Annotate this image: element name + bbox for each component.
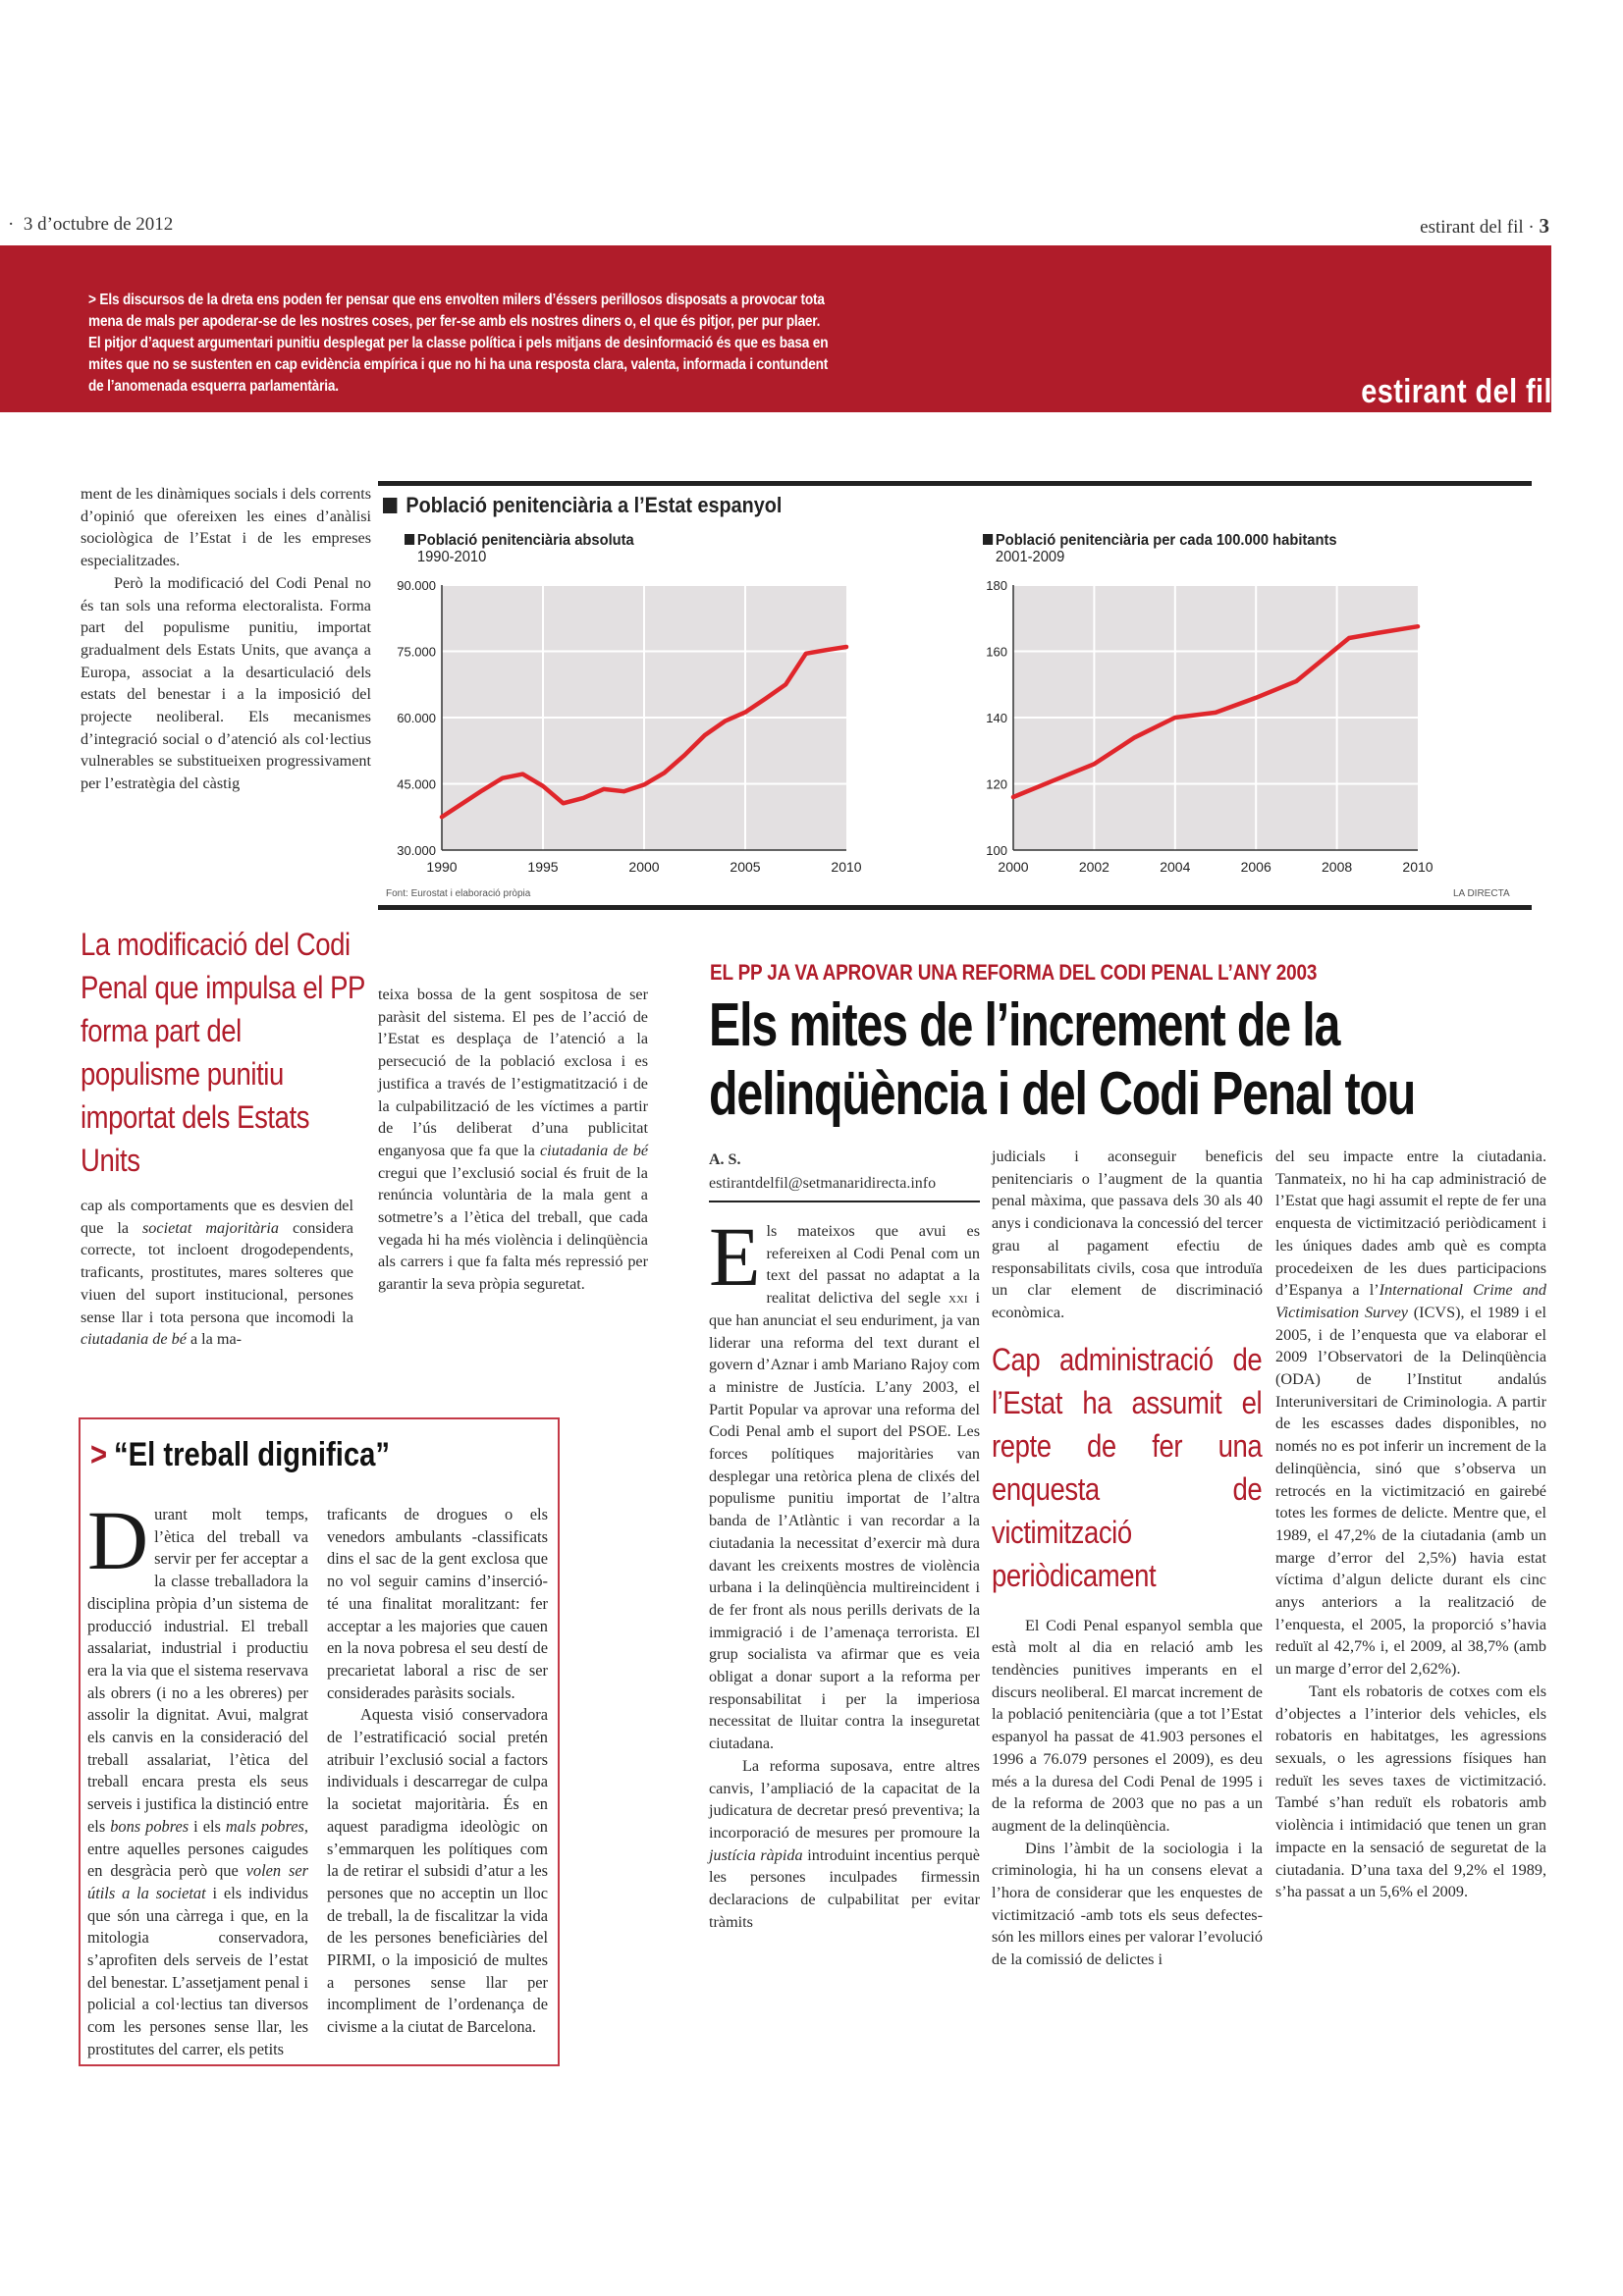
paragraph: Aquesta visió conservadora de l’estratificació social pretén atribuir l’exclusió social a factors individuals i descarregar de culpa la societat majoritària. És en aquest paradigma ideològic on s’emmarquen les polítiques com la de retirar el subsidi d’atur a les persones que no acceptin un lloc de treball, la de fiscalitzar la vida de les persones beneficiàries del PIRMI, o la imposició de multes a persones sense llar per incompliment de l’ordenança de civisme a la ciutat de Barcelona. (327, 1705, 548, 2037)
paragraph: Dins l’àmbit de la sociologia i la criminologia, hi ha un consens elevat a l’hora de considerar que les enquestes de victimització -amb tots els seus defectes- són les millors eines per valorar l’evolució de la comissió de delictes i (992, 1839, 1264, 1969)
paragraph: Durant molt temps, l’ètica del treball va servir per fer acceptar a la classe treballadora la disciplina pròpia d’un sistema de producció industrial. El treball assalariat, industrial i productiu era la via que el sistema reservava als obrers (i no a les obreres) per assolir la dignitat. Avui, malgrat els canvis en la consideració del treball assalariat, l’ètica del treball encara presta els seus serveis i justifica la distinció entre els bons pobres i els mals pobres, entre aquelles persones caigudes en desgràcia però que volen ser útils a la societat i els individus que són una càrrega i que, en la mitologia conservadora, s’aprofiten dels serveis de l’estat del benestar. L’assetjament penal i policial a col·lectius tan diversos com les persones sense llar, les prostitutes del carrer, els petits (87, 1493, 308, 2058)
chart-bottom-rule (378, 905, 1532, 910)
article-column-1 (709, 1209, 981, 1934)
x-tick-label: 2004 (1160, 859, 1191, 875)
brand-mark: , (1344, 373, 1353, 410)
x-tick-label: 2005 (730, 859, 761, 875)
folio-bullet-right: · (1528, 217, 1535, 238)
brand-label: estirant del fil (1361, 373, 1552, 410)
chart-absolute-population (373, 560, 884, 883)
chart-top-rule (378, 481, 1532, 486)
column-b-text (81, 1195, 353, 1351)
section-brand (1344, 373, 1552, 411)
sidebar-title: > “El treball dignifica” (90, 1436, 391, 1473)
byline-rule (709, 1201, 980, 1202)
folio-date: 3 d’octubre de 2012 (23, 214, 174, 235)
chart-1-title: Població penitenciària absoluta 1990-2010 (405, 532, 634, 565)
x-tick-label: 2008 (1322, 859, 1353, 875)
folio-bullet: · (8, 214, 15, 235)
chart-source: Font: Eurostat i elaboració pròpia (386, 888, 531, 899)
chart-2-subtitle: 2001-2009 (995, 549, 1065, 565)
y-tick-label: 140 (986, 711, 1007, 725)
article-headline: Els mites de l’increment de la delinqüència i del Codi Penal tou (709, 991, 1416, 1128)
x-tick-label: 2006 (1240, 859, 1271, 875)
square-bullet-icon (383, 498, 397, 513)
article-column-3 (1275, 1146, 1546, 1903)
y-tick-label: 90.000 (397, 578, 436, 593)
author-name: A. S. (709, 1151, 741, 1168)
paragraph: cap als comportaments que es desvien del que la societat majoritària considera correcte, tot incloent drogodependents, traficants, prostitutes, mares solteres que viuen del suport institucional, persones sense llar i tota persona que incomodi la ciutadania de bé a la ma- (81, 1197, 353, 1349)
article-kicker: EL PP JA VA APROVAR UNA REFORMA DEL CODI PENAL L’ANY 2003 (710, 960, 1318, 985)
paragraph: teixa bossa de la gent sospitosa de ser paràsit del sistema. El pes de l’acció de l’Estat es desplaça de l’atenció a la persecució de la població exclosa i es justifica a través de l’estigmatització i de la culpabilització de les víctimes a partir de l’ús deliberat d’una publicitat enganyosa que fa que la ciutadania de bé cregui que l’exclusió social és fruit de la renúncia voluntària de la mala gent a sotmetre’s a l’ètica del treball, que cada vegada hi ha més violència i delinqüència als carrers i que fa falta més repressió per garantir la seva pròpia seguretat. (378, 986, 648, 1294)
pull-quote: Cap administració de l’Estat ha assumit el repte de fer una enquesta de victimització periòdicament (992, 1341, 1263, 1593)
x-tick-label: 2010 (1402, 859, 1434, 875)
pull-quote: La modificació del Codi Penal que impulsa el PP forma part del populisme punitiu importat dels Estats Units (81, 927, 365, 1178)
paragraph: judicials i aconseguir beneficis penitenciaris o l’augment de la quantia penal màxima, que passava dels 30 als 40 anys i condicionava la concessió del tercer grau al pagament efectiu de responsabilitats civils, cosa que introduïa un clar element de discriminació econòmica. (992, 1148, 1263, 1321)
author-email[interactable]: estirantdelfil@setmanaridirecta.info (709, 1175, 937, 1192)
page-section-folio (1420, 214, 1549, 239)
paragraph: Tant els robatoris de cotxes com els d’objectes a l’interior dels vehicles, els robatoris en habitatges, les agressions sexuals, o les agressions físiques han reduït les seves taxes de victimització. També s’han reduït els robatoris amb violència i intimidació que tenen un gran impacte en la sensació de seguretat de la ciutadania. D’una taxa del 9,2% el 1989, s’ha passat a un 5,6% el 2009. (1275, 1682, 1546, 1901)
banner-standfirst: > Els discursos de la dreta ens poden fer pensar que ens envolten milers d’éssers perillosos disposats a provocar tota mena de mals per apoderar-se de les nostres coses, per fer-se amb els nostres diners o, el que és pitjor, per pur plaer. El pitjor d’aquest argumentari punitiu desplegat per la classe política i pels mitjans de desinformació és que es basa en mites que no se sustenten en cap evidència empírica i que no hi ha una resposta clara, valenta, informada i contundent de l’anomenada esquerra parlamentària. (88, 292, 829, 395)
y-tick-label: 120 (986, 776, 1007, 792)
y-tick-label: 180 (986, 578, 1007, 593)
chart-per-100k (962, 560, 1473, 883)
paragraph: Els mateixos que avui es refereixen al Codi Penal com un text del passat no adaptat a la realitat delictiva del segle xxi i que han anunciat el seu enduriment, ja van liderar una reforma del text durant el govern d’Aznar i amb Mariano Rajoy com a ministre de Justícia. L’any 2003, el Partit Popular va aprovar una reforma del Codi Penal amb el suport del PSOE. Les forces polítiques majoritàries van desplegar una retòrica plena de clixés del populisme punitiu importat de l’altra banda de l’Atlàntic i van recordar a la ciutadania la necessitat d’exercir mà dura davant les creixents mostres de violència urbana i la delinqüència multireincident i de fer front als nous perills derivats de la immigració i de l’amenaça terrorista. El grup socialista va afirmar que es veia obligat a donar suport a la reforma per responsabilitat i per la imperiosa necessitat de lluitar contra la inseguretat ciutadana. (709, 1209, 981, 1753)
paragraph: traficants de drogues o els venedors ambulants -classificats dins el sac de la gent exclosa que no vol seguir camins d’inserció- té una finalitat moralitzant: fer acceptar a les majories que cauen en la nova pobresa el seu destí de precarietat laboral a risc de ser considerades paràsits socials. (327, 1505, 548, 1702)
sidebar-column-1 (87, 1493, 308, 2061)
y-tick-label: 100 (986, 843, 1007, 858)
drop-cap: D (87, 1493, 149, 1587)
folio-section: estirant del fil (1420, 217, 1524, 238)
column-c-text (378, 984, 648, 1296)
paragraph: ment de les dinàmiques socials i dels corrents d’opinió que ofereixen les eines d’anàlisi sociològica de l’Estat i de les empreses especialitzades. (81, 485, 371, 570)
y-tick-label: 75.000 (397, 644, 436, 660)
page-number: 3 (1539, 214, 1549, 238)
chart-credit: LA DIRECTA (1453, 888, 1510, 899)
byline (709, 1148, 979, 1196)
page-date (8, 214, 173, 236)
article-column-2 (992, 1146, 1263, 1971)
y-tick-label: 45.000 (397, 776, 436, 792)
drop-cap: E (709, 1209, 761, 1304)
y-tick-label: 160 (986, 644, 1007, 660)
sidebar-column-2 (327, 1504, 548, 2039)
y-tick-label: 60.000 (397, 711, 436, 725)
paragraph: del seu impacte entre la ciutadania. Tanmateix, no hi ha cap administració de l’Estat que hagi assumit el repte de fer una enquesta de victimització periòdicament i les úniques dades amb què es compta procedeixen de les dues participacions d’Espanya a l’International Crime and Victimisation Survey (ICVS), el 1989 i el 2005, i de l’enquesta que va elaborar el 2009 l’Observatori de la Delinqüència (ODA) de l’Institut andalús Interuniversitari de Criminologia. A partir de les escasses dades disponibles, no només no es pot inferir un increment de la delinqüència, sinó que s’observa un retrocés en la victimització en gairebé totes les formes de delicte. Mentre que, el 1989, el 47,2% de la ciutadania (amb un marge d’error del 2,5%) havia estat víctima d’algun delicte durant els cinc anys anteriors a la realització de l’enquesta, el 2005, la proporció s’havia reduït al 42,7% i, el 2009, al 38,7% (amb un marge d’error del 2,62%). (1275, 1148, 1546, 1679)
paragraph: La reforma suposava, entre altres canvis, l’ampliació de la capacitat de la judicatura de decretar presó preventiva; la incorporació de mesures per promoure la justícia ràpida introduint incentius perquè les persones inculpades firmessin declaracions de culpabilitat per evitar tràmits (709, 1756, 980, 1931)
chart-title: Població penitenciària a l’Estat espanyol (383, 493, 782, 518)
square-bullet-icon (405, 534, 414, 545)
x-tick-label: 2000 (998, 859, 1029, 875)
paragraph: Però la modificació del Codi Penal no és tan sols una reforma electoralista. Forma part del populisme punitiu, importat gradualment dels Estats Units, que avança a Europa, associat a la desarticulació dels estats del benestar i a la imposició del projecte neoliberal. Els mecanismes d’integració social o d’atenció als col·lectius vulnerables se substitueixen progressivament per l’estratègia del càstig (81, 573, 371, 793)
chart-2-title: Població penitenciària per cada 100.000 habitants 2001-2009 (983, 532, 1337, 565)
chart-1-subtitle: 1990-2010 (416, 549, 487, 565)
x-tick-label: 2010 (831, 859, 862, 875)
paragraph: El Codi Penal espanyol sembla que està molt al dia en relació amb les tendències punitives imperants en el discurs neoliberal. El marcat increment de la població penitenciària (que a tot l’Estat espanyol ha passat de 41.903 persones el 1996 a 76.079 persones el 2009), es deu més a la duresa del Codi Penal de 1995 i de la reforma de 2003 que no pas a un augment de la delinqüència. (992, 1616, 1263, 1835)
x-tick-label: 2002 (1078, 859, 1109, 875)
square-bullet-icon (983, 534, 993, 545)
x-tick-label: 1995 (527, 859, 559, 875)
y-tick-label: 30.000 (397, 843, 436, 858)
x-tick-label: 1990 (426, 859, 458, 875)
left-column-text (81, 483, 371, 795)
chevron-right-icon: > (90, 1436, 108, 1473)
x-tick-label: 2000 (628, 859, 660, 875)
